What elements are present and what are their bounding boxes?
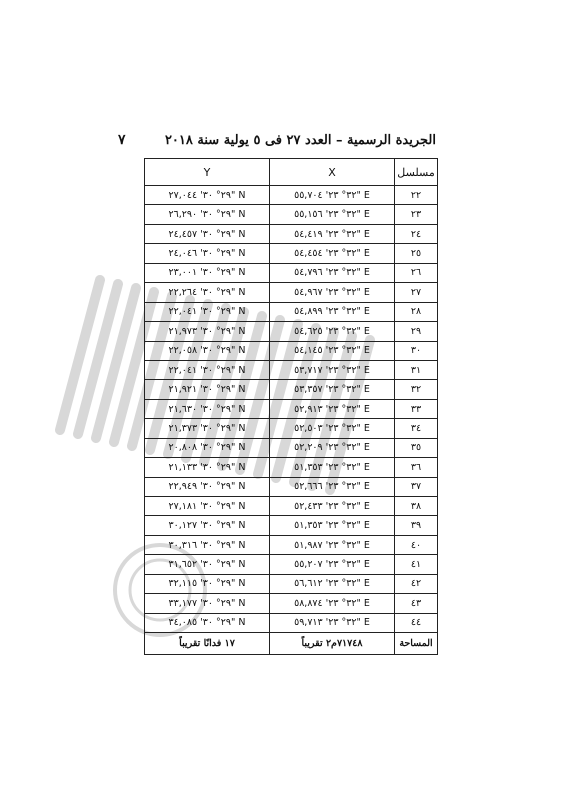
serial-cell: ٢٨ <box>395 302 438 321</box>
x-coordinate-cell: ٣٢° ٢٣' ٥٢,٢٠٩" E <box>270 438 395 457</box>
y-coordinate-cell: ٢٩° ٣٠' ٢١,١٣٣" N <box>145 458 270 477</box>
table-row <box>145 516 438 535</box>
y-coordinate-cell: ٢٩° ٣٠' ٢٧,٠٤٤" N <box>145 186 270 205</box>
watermark-stroke <box>78 284 118 434</box>
area-square-meters: ٧١٧٤٨م٢ تقريباً <box>270 633 395 655</box>
table-row <box>145 535 438 554</box>
table-row <box>145 322 438 341</box>
y-coordinate-cell: ٢٩° ٣٠' ٢٢,٠٤١" N <box>145 360 270 379</box>
x-coordinate-cell: ٣٢° ٢٣' ٥٥,٧٠٤" E <box>270 186 395 205</box>
y-coordinate-cell: ٢٩° ٣٠' ٢٦,٢٩٠" N <box>145 205 270 224</box>
x-coordinate-cell: ٣٢° ٢٣' ٥٤,٧٩٦" E <box>270 263 395 282</box>
table-row <box>145 380 438 399</box>
serial-cell: ٤٢ <box>395 574 438 593</box>
serial-column-header: مسلسل <box>395 159 438 186</box>
table-header-row <box>145 159 438 186</box>
serial-cell: ٣٢ <box>395 380 438 399</box>
x-coordinate-cell: ٣٢° ٢٣' ٥١,٣٥٣" E <box>270 516 395 535</box>
serial-cell: ٢٧ <box>395 283 438 302</box>
table-row <box>145 283 438 302</box>
x-coordinate-cell: ٣٢° ٢٣' ٥٩,٧١٣" E <box>270 613 395 632</box>
x-column-header: X <box>270 159 395 186</box>
table-row <box>145 224 438 243</box>
x-coordinate-cell: ٣٢° ٢٣' ٥٢,٩١٣" E <box>270 399 395 418</box>
area-feddan: ١٧ فدانًا تقريباً <box>145 633 270 655</box>
table-row <box>145 594 438 613</box>
x-coordinate-cell: ٣٢° ٢٣' ٥٥,٢٠٧" E <box>270 555 395 574</box>
x-coordinate-cell: ٣٢° ٢٣' ٥١,٩٨٧" E <box>270 535 395 554</box>
area-row <box>145 633 438 655</box>
serial-cell: ٣٥ <box>395 438 438 457</box>
y-coordinate-cell: ٢٩° ٣٠' ٢٤,٠٤٦" N <box>145 244 270 263</box>
y-coordinate-cell: ٢٩° ٣٠' ٣٤,٠٨٥" N <box>145 613 270 632</box>
y-coordinate-cell: ٢٩° ٣٠' ٢٤,٤٥٧" N <box>145 224 270 243</box>
x-coordinate-cell: ٣٢° ٢٣' ٥٤,٤٥٤" E <box>270 244 395 263</box>
serial-cell: ٢٥ <box>395 244 438 263</box>
serial-cell: ٣٠ <box>395 341 438 360</box>
x-coordinate-cell: ٣٢° ٢٣' ٥١,٣٥٣" E <box>270 458 395 477</box>
x-coordinate-cell: ٣٢° ٢٣' ٥٤,٨٩٩" E <box>270 302 395 321</box>
table-row <box>145 244 438 263</box>
serial-cell: ٣٨ <box>395 497 438 516</box>
x-coordinate-cell: ٣٢° ٢٣' ٥٤,١٤٥" E <box>270 341 395 360</box>
y-coordinate-cell: ٢٩° ٣٠' ٢١,٩٧٣" N <box>145 322 270 341</box>
area-label: المساحة <box>395 633 438 655</box>
y-coordinate-cell: ٢٩° ٣٠' ٢٢,٢٦٤" N <box>145 283 270 302</box>
y-coordinate-cell: ٢٩° ٣٠' ٣١,٦٥٢" N <box>145 555 270 574</box>
y-coordinate-cell: ٢٩° ٣٠' ٣٢,١١٥" N <box>145 574 270 593</box>
serial-cell: ٤٠ <box>395 535 438 554</box>
y-coordinate-cell: ٢٩° ٣٠' ٢٧,١٨١" N <box>145 497 270 516</box>
serial-cell: ٢٦ <box>395 263 438 282</box>
serial-cell: ٢٣ <box>395 205 438 224</box>
table-row <box>145 613 438 632</box>
serial-cell: ٢٩ <box>395 322 438 341</box>
table-row <box>145 360 438 379</box>
serial-cell: ٣١ <box>395 360 438 379</box>
page-header <box>118 133 436 155</box>
y-coordinate-cell: ٢٩° ٣٠' ٢٢,٠٥٨" N <box>145 341 270 360</box>
table-row <box>145 186 438 205</box>
table-row <box>145 438 438 457</box>
serial-cell: ٣٦ <box>395 458 438 477</box>
serial-cell: ٢٢ <box>395 186 438 205</box>
watermark-stroke <box>96 288 136 438</box>
y-coordinate-cell: ٢٩° ٣٠' ٢٢,٠٤١" N <box>145 302 270 321</box>
table-row <box>145 458 438 477</box>
watermark-stroke <box>60 280 100 430</box>
table-row <box>145 399 438 418</box>
coordinates-table <box>144 158 438 655</box>
y-coordinate-cell: ٢٩° ٣٠' ٣٠,١٢٧" N <box>145 516 270 535</box>
x-coordinate-cell: ٣٢° ٢٣' ٥٤,٤١٩" E <box>270 224 395 243</box>
y-coordinate-cell: ٢٩° ٣٠' ٣٣,١٧٧" N <box>145 594 270 613</box>
y-coordinate-cell: ٢٩° ٣٠' ٢٠,٨٠٨" N <box>145 438 270 457</box>
table-row <box>145 205 438 224</box>
serial-cell: ٤٤ <box>395 613 438 632</box>
y-coordinate-cell: ٢٩° ٣٠' ٢٣,٠٠١" N <box>145 263 270 282</box>
serial-cell: ٣٣ <box>395 399 438 418</box>
page-number: ٧ <box>118 132 126 148</box>
x-coordinate-cell: ٣٢° ٢٣' ٥٦,٦١٢" E <box>270 574 395 593</box>
table-row <box>145 419 438 438</box>
y-column-header: Y <box>145 159 270 186</box>
y-coordinate-cell: ٢٩° ٣٠' ٢١,٦٣٠" N <box>145 399 270 418</box>
y-coordinate-cell: ٢٩° ٣٠' ٢١,٩٢١" N <box>145 380 270 399</box>
table-row <box>145 477 438 496</box>
x-coordinate-cell: ٣٢° ٢٣' ٥٨,٨٧٤" E <box>270 594 395 613</box>
y-coordinate-cell: ٢٩° ٣٠' ٣٠,٣١٦" N <box>145 535 270 554</box>
table-row <box>145 302 438 321</box>
gazette-title: الجريدة الرسمية – العدد ٢٧ فى ٥ يولية سنة ٢٠١٨ <box>164 133 436 148</box>
table-row <box>145 263 438 282</box>
table-row <box>145 497 438 516</box>
x-coordinate-cell: ٣٢° ٢٣' ٥٢,٤٣٣" E <box>270 497 395 516</box>
y-coordinate-cell: ٢٩° ٣٠' ٢٢,٩٤٩" N <box>145 477 270 496</box>
table-row <box>145 341 438 360</box>
serial-cell: ٤٣ <box>395 594 438 613</box>
y-coordinate-cell: ٢٩° ٣٠' ٢١,٣٧٣" N <box>145 419 270 438</box>
serial-cell: ٣٤ <box>395 419 438 438</box>
table-row <box>145 555 438 574</box>
x-coordinate-cell: ٣٢° ٢٣' ٥٣,٣٥٧" E <box>270 380 395 399</box>
x-coordinate-cell: ٣٢° ٢٣' ٥٣,٧١٧" E <box>270 360 395 379</box>
serial-cell: ٣٧ <box>395 477 438 496</box>
serial-cell: ٣٩ <box>395 516 438 535</box>
x-coordinate-cell: ٣٢° ٢٣' ٥٤,٩٦٧" E <box>270 283 395 302</box>
x-coordinate-cell: ٣٢° ٢٣' ٥٤,٦٢٥" E <box>270 322 395 341</box>
x-coordinate-cell: ٣٢° ٢٣' ٥٢,٥٠٣" E <box>270 419 395 438</box>
x-coordinate-cell: ٣٢° ٢٣' ٥٥,١٥٦" E <box>270 205 395 224</box>
x-coordinate-cell: ٣٢° ٢٣' ٥٢,٦٦٦" E <box>270 477 395 496</box>
table-row <box>145 574 438 593</box>
serial-cell: ٤١ <box>395 555 438 574</box>
serial-cell: ٢٤ <box>395 224 438 243</box>
